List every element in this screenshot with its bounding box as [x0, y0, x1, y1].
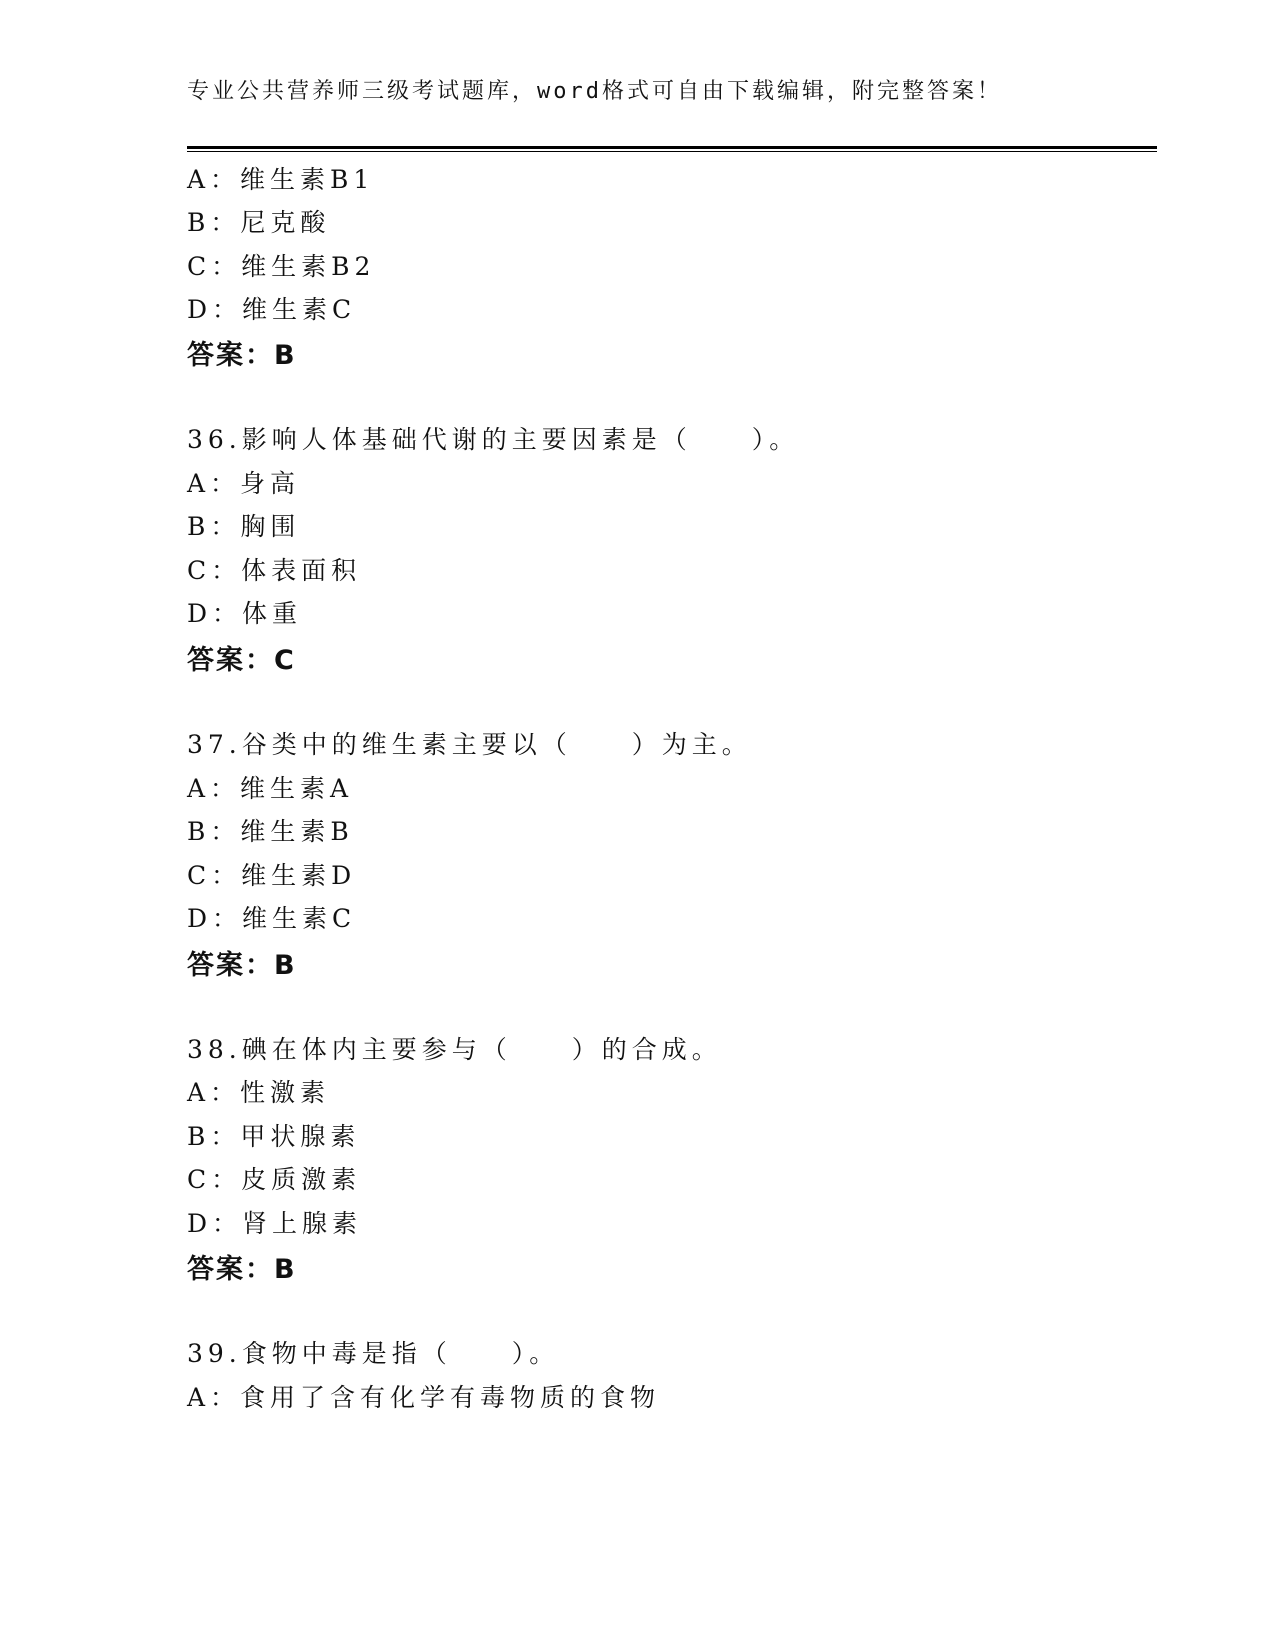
page-header: 专业公共营养师三级考试题库，word格式可自由下载编辑，附完整答案！ [187, 79, 1002, 104]
answer: 答案：B [187, 950, 297, 981]
question-37: 37.谷类中的维生素主要以（ ）为主。 [187, 730, 752, 759]
option-b: B：维生素B [187, 817, 354, 846]
header-divider-thin [187, 151, 1157, 152]
option-c: C：维生素D [187, 861, 357, 890]
option-d: D：维生素C [187, 904, 357, 933]
option-c: C：体表面积 [187, 556, 362, 585]
option-c: C：维生素B2 [187, 252, 376, 281]
option-d: D：肾上腺素 [187, 1209, 363, 1238]
option-a: A：维生素A [187, 774, 354, 803]
option-b: B：甲状腺素 [187, 1122, 361, 1151]
answer: 答案：C [187, 645, 296, 676]
option-a: A：性激素 [187, 1078, 331, 1107]
option-b: B：尼克酸 [187, 208, 331, 237]
option-d: D：体重 [187, 599, 303, 628]
option-d: D：维生素C [187, 295, 357, 324]
question-36: 36.影响人体基础代谢的主要因素是（ ）。 [187, 425, 800, 454]
answer: 答案：B [187, 1254, 297, 1285]
option-a: A：维生素B1 [187, 165, 375, 194]
option-a: A：身高 [187, 469, 301, 498]
question-39: 39.食物中毒是指（ ）。 [187, 1339, 560, 1368]
answer: 答案：B [187, 340, 297, 371]
header-divider-thick [187, 146, 1157, 149]
option-a: A：食用了含有化学有毒物质的食物 [187, 1383, 661, 1412]
question-38: 38.碘在体内主要参与（ ）的合成。 [187, 1035, 722, 1064]
option-c: C：皮质激素 [187, 1165, 362, 1194]
option-b: B：胸围 [187, 512, 301, 541]
